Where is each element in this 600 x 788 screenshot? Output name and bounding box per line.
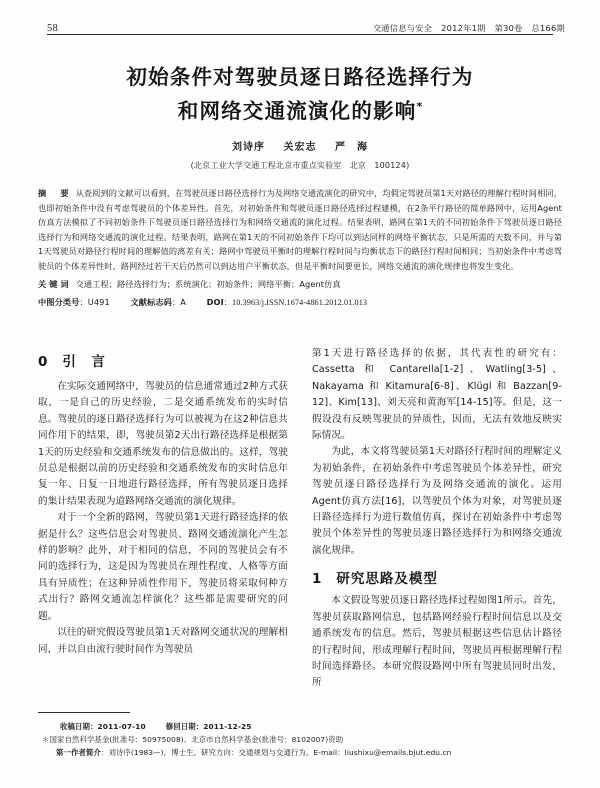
body-columns (38, 346, 562, 706)
journal-info (367, 23, 565, 34)
keywords-text: 交通工程；路径选择行为；系统演化；初始条件；网络平衡；Agent仿真 (75, 278, 341, 289)
paragraph: 对于一个全新的路网，驾驶员第1天进行路径选择的依据是什么？这些信息会对驾驶员、路网交通流演化产生怎样的影响？此外，对于相同的信息，不同的驾驶员会有不同的选择行为，这是因为驾驶员在理性程度、人格等方面具有异质性；在这种异质性作用下，驾驶员将采取何种方式出行？路网交通流怎样演化？这些都是需要研究的问题。 (38, 512, 288, 622)
journal-serial: 总166期 (531, 23, 565, 33)
article-title-line-2 (60, 92, 540, 126)
footnote-author-bio: 第一作者简介：刘诗序(1983—)，博士生。研究方向：交通规划与交通行为。E-mail：liushixu@emails.bjut.edu.cn (56, 748, 452, 758)
author-3: 严 海 (334, 141, 368, 153)
bio-label: 第一作者简介 (56, 748, 101, 758)
column-right (312, 346, 562, 706)
doi-segment: DOI：10.3963/j.ISSN.1674-4861.2012.01.013 (206, 296, 368, 307)
abstract-text: 从查阅到的文献可以看到，在驾驶员逐日路径选择行为及网络交通流演化的研究中，均假定驾驶员第1天对路径的理解行程时间相同，也即初始条件中没有考虑驾驶员的个体差异性。首先，对初始条件和驾驶员逐日路径选择过程建模，在2条平行路径的简单路网中，运用Agent仿真方法模拟了不同初始条件下驾驶员逐日路径选择行为和网络交通流的演化过程。结果表明，路网在第1天的不同初始条件下驾驶员逐日路径选择行为和网络交通流的演化过程。结果表明，路网在第1天的不同初始条件下均可以到达同样的网络平衡状态，只是所需的天数不同，并与第1天驾驶员对路径行程时间的理解值的离差有关；路网中驾驶员平衡时的理解行程时间与均衡状态下的路径行程时间相同；当初始条件中考虑驾驶员的个体差异性时，路网经过若干天后仍然可以到达用户平衡状态，但是平衡时间要更长，网络交通流的演化规律也将发生变化。 (38, 188, 562, 271)
bio-text: 刘诗序(1983—)，博士生。研究方向：交通规划与交通行为。E-mail：liushixu@emails.bjut.edu.cn (108, 748, 452, 758)
paragraph: 为此，本文将驾驶员第1天对路径行程时间的理解定义为初始条件，在初始条件中考虑驾驶员个体差异性，研究驾驶员逐日路径选择行为及网络交通流的演化。运用Agent仿真方法[16]，以驾驶员个体为对象，对驾驶员逐日路径选择行为进行数值仿真，探讨在初始条件中考虑驾驶员个体差异性的驾驶员逐日路径选择行为和网络交通流演化规律。 (312, 446, 562, 556)
author-1: 刘诗序 (232, 141, 266, 153)
footnote-block (38, 720, 562, 760)
title-footnote-mark: * (416, 100, 423, 113)
section-number-1: 1 (312, 571, 323, 588)
section-number-0: 0 (38, 354, 49, 370)
paragraph: 本文假设驾驶员逐日路径选择过程如图1所示。首先，驾驶员获取路网信息，包括路网经验行程时间信息以及交通系统发布的信息。然后，驾驶员根据这些信息估计路径的行程时间，形成理解行程时间，驾驶员再根据理解行程时间选择路径。本研究假设路网中所有驾驶员同时出发，所 (312, 595, 562, 689)
doc-code-value: A (180, 296, 186, 307)
revised-value: 2011-12-25 (203, 722, 252, 731)
title-block (60, 62, 540, 171)
column-left (38, 346, 288, 706)
author-2: 关宏志 (283, 141, 317, 153)
section-heading-1 (312, 567, 562, 587)
footnote-rule (38, 712, 130, 713)
journal-name: 交通信息与安全 (372, 23, 433, 33)
affiliation: (北京工业大学交通工程北京市重点实验室 北京 100124) (190, 160, 410, 170)
classification-line (38, 295, 562, 310)
author-list (60, 138, 540, 153)
clc-segment: 中图分类号：U491 (38, 296, 110, 307)
journal-volume: 第30卷 (494, 23, 523, 33)
clc-value: U491 (87, 296, 110, 307)
footnote-funding: ＊国家自然科学基金(批准号：50975008)、北京市自然科学基金(批准号：8102007)资助 (42, 735, 344, 745)
article-title-line-1: 初始条件对驾驶员逐日路径选择行为 (126, 65, 474, 89)
section-title-1: 研究思路及模型 (336, 571, 438, 588)
keywords-label: 关键词 (38, 278, 72, 289)
revised-label: 修回日期 (165, 722, 196, 731)
abstract-label: 摘 要 (38, 188, 72, 198)
doc-code-label: 文献标志码 (130, 296, 172, 307)
keywords-line (38, 277, 562, 292)
doi-value: 10.3963/j.ISSN.1674-4861.2012.01.013 (232, 297, 368, 307)
section-title-0: 引 言 (62, 354, 106, 370)
footnote-dates: 收稿日期：2011-07-10 修回日期：2011-12-25 (60, 722, 252, 731)
received-label: 收稿日期 (60, 722, 90, 731)
doi-label: DOI (206, 296, 224, 307)
paragraph-text: 第1天进行路径选择的依据，其代表性的研究有：Cassetta 和 Cantarella[1-2]、Watling[3-5]、Nakayama 和 Kitamura[6-8]、Klügl 和 Bazzan[9-12]、Kim[13]、刘天亮和黄海军[14-15]等。但是，这一假设没有反映驾驶员的异质性，因而，无法有效地反映实际情况。 (312, 348, 562, 442)
paragraph: 在实际交通网络中，驾驶员的信息通常通过2种方式获取，一是自己的历史经验，二是交通系统发布的实时信息。驾驶员的逐日路径选择行为可以被视为在这2种信息共同作用下的结果，即，驾驶员第2天出行路径选择是根据第1天的历史经验和交通系统发布的信息做出的。这样，驾驶员总是根据以前的历史经验和交通系统发布的实时信息年复一年、日复一日地进行路径选择，所有驾驶员逐日选择的集计结果表现为道路网络交通流的演化规律。 (38, 381, 288, 507)
abstract-paragraph (38, 186, 562, 274)
abstract-block (38, 186, 562, 310)
header-rule (47, 34, 553, 35)
received-value: 2011-07-10 (97, 722, 146, 731)
clc-label: 中图分类号 (38, 296, 80, 307)
journal-issue: 2012年1期 (441, 23, 486, 33)
page-number: 58 (47, 23, 58, 34)
paragraph: 以往的研究假设驾驶员第1天对路网交通状况的理解相同，并以自由流行驶时间作为驾驶员 (38, 627, 288, 655)
article-title-line-2-text: 和网络交通流演化的影响 (177, 98, 417, 123)
doc-code-segment: 文献标志码：A (130, 296, 186, 307)
section-heading-0 (38, 350, 288, 370)
paragraph (312, 346, 562, 444)
running-head (35, 18, 565, 34)
